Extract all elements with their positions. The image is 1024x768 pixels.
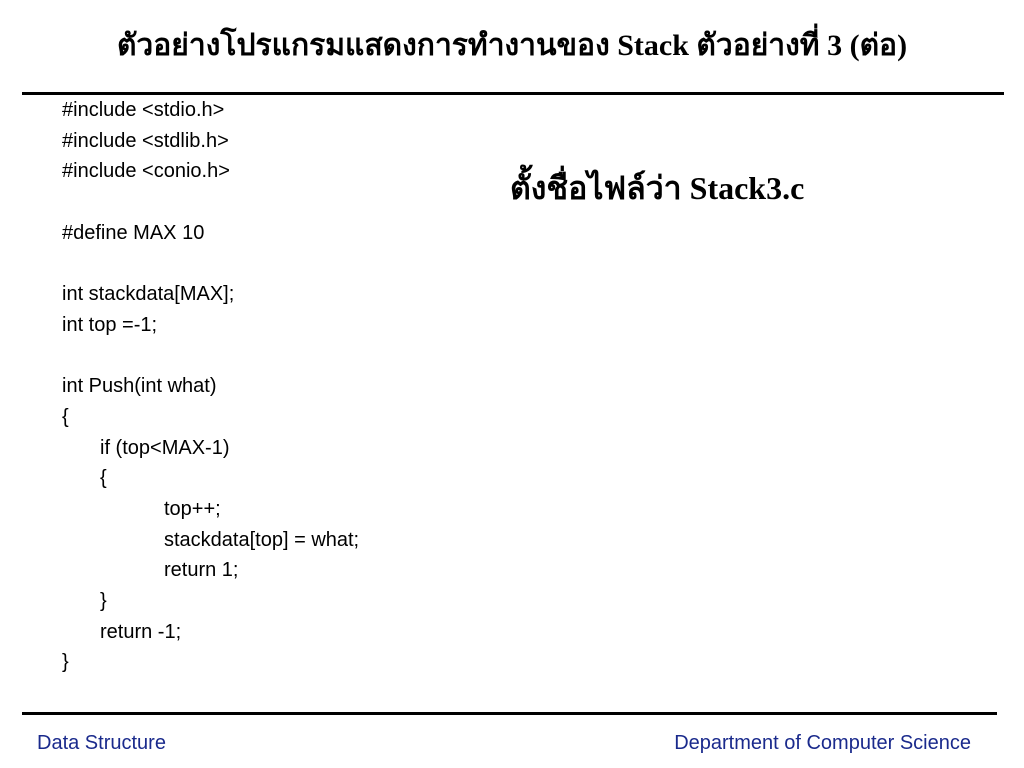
code-line: stackdata[top] = what; <box>164 528 360 551</box>
code-line <box>62 341 482 372</box>
code-line: int stackdata[MAX]; <box>62 283 235 306</box>
code-line: } <box>100 590 107 612</box>
slide-title: ตัวอย่างโปรแกรมแสดงการทำงานของ Stack ตัวอย่างที่ 3 (ต่อ) <box>116 29 908 62</box>
code-line: int Push(int what) <box>62 375 217 398</box>
code-line <box>62 187 482 218</box>
code-line: return 1; <box>164 559 239 582</box>
code-line: } <box>62 651 69 674</box>
code-line: #include <stdlib.h> <box>62 129 229 152</box>
code-line: { <box>62 405 69 428</box>
code-line: { <box>100 467 107 490</box>
code-line <box>62 248 482 279</box>
footer-course-name: Data Structure <box>37 732 166 754</box>
code-line: if (top<MAX-1) <box>100 436 230 459</box>
code-line: #define MAX 10 <box>62 221 205 244</box>
code-line: int top =-1; <box>62 313 158 336</box>
footer-department: Department of Computer Science <box>674 732 971 754</box>
code-line: #include <stdio.h> <box>62 99 225 121</box>
code-listing <box>62 95 482 678</box>
code-line: return -1; <box>100 620 182 643</box>
filename-note: ตั้งชื่อไฟล์ว่า Stack3.c <box>510 170 805 206</box>
code-line: #include <conio.h> <box>62 160 230 183</box>
code-line: top++; <box>164 497 221 520</box>
footer-divider <box>22 712 997 715</box>
